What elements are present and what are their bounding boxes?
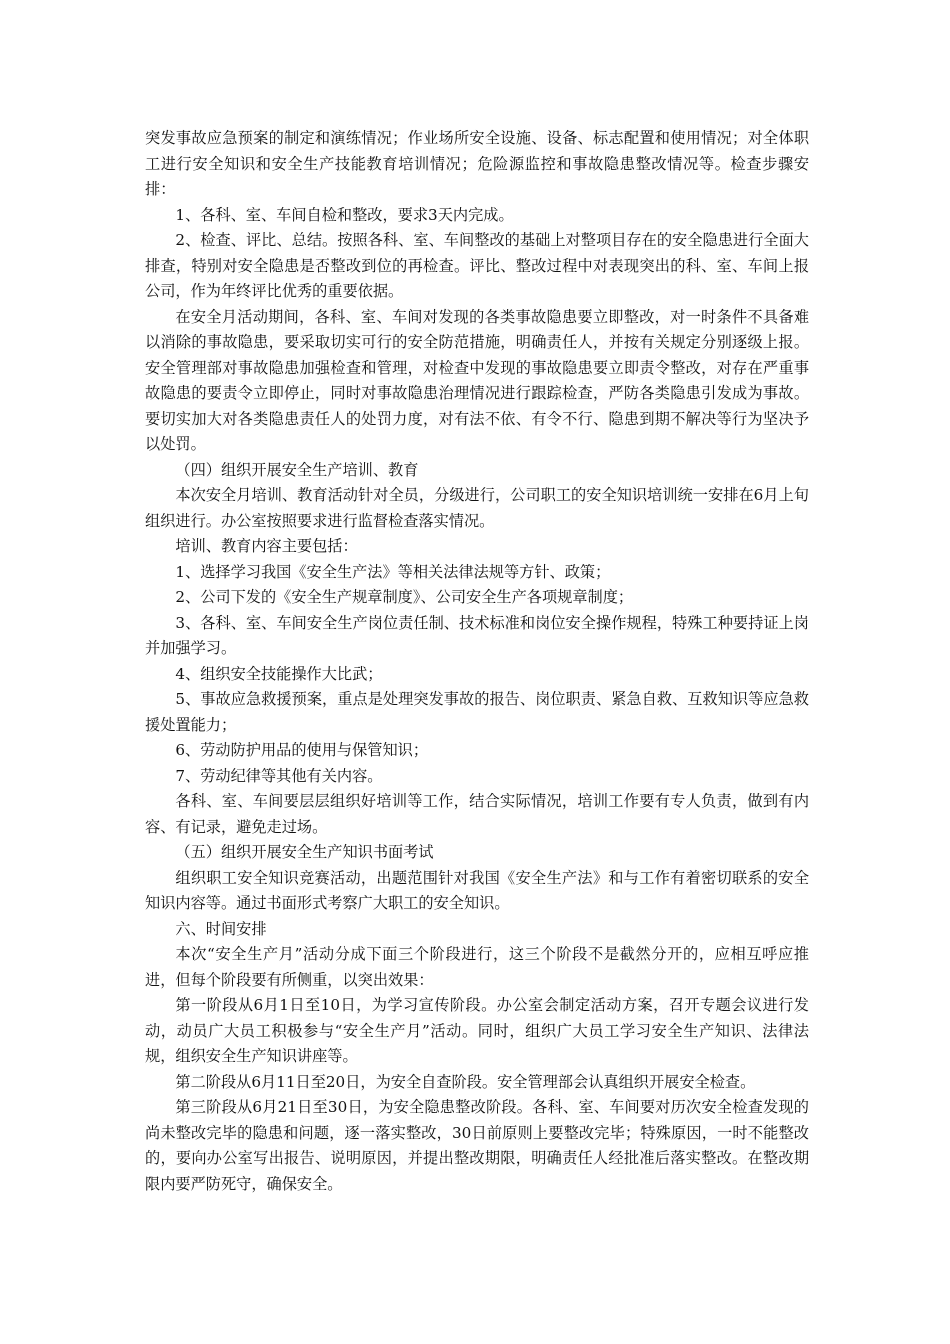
list-item-training-1: 1、选择学习我国《安全生产法》等相关法律法规等方针、政策；	[175, 562, 611, 581]
paragraph-training-arrangement: 本次安全月培训、教育活动针对全员，分级进行，公司职工的安全知识培训统一安排在6月上旬组织进行。办公室按照要求进行监督检查落实情况。	[145, 486, 809, 530]
list-item-training-7: 7、劳动纪律等其他有关内容。	[175, 766, 383, 785]
list-item-training-4: 4、组织安全技能操作大比武；	[175, 664, 383, 683]
heading-section-5: （五）组织开展安全生产知识书面考试	[175, 843, 434, 861]
paragraph-phases-intro: 本次“安全生产月”活动分成下面三个阶段进行，这三个阶段不是截然分开的，应相互呼应推进，但每个阶段要有所侧重，以突出效果：	[145, 945, 809, 989]
paragraph-phase-1: 第一阶段从6月1日至10日，为学习宣传阶段。办公室会制定活动方案，召开专题会议进行发动，动员广大员工积极参与“安全生产月”活动。同时，组织广大员工学习安全生产知识、法律法规，组织安全生产知识讲座等。	[145, 996, 809, 1065]
list-item-training-6: 6、劳动防护用品的使用与保管知识；	[175, 741, 429, 759]
list-item-training-5: 5、事故应急救援预案，重点是处理突发事故的报告、岗位职责、紧急自救、互救知识等应急救援处置能力；	[145, 690, 809, 734]
paragraph-knowledge-exam: 组织职工安全知识竞赛活动，出题范围针对我国《安全生产法》和与工作有着密切联系的安全知识内容等。通过书面形式考察广大职工的安全知识。	[145, 868, 809, 912]
list-item-training-3: 3、各科、室、车间安全生产岗位责任制、技术标准和岗位安全操作规程，特殊工种要持证上岗并加强学习。	[145, 613, 809, 657]
paragraph-rectification: 在安全月活动期间，各科、室、车间对发现的各类事故隐患要立即整改，对一时条件不具备难以消除的事故隐患，要采取切实可行的安全防范措施，明确责任人，并按有关规定分别逐级上报。安全管理部对事故隐患加强检查和管理，对检查中发现的事故隐患要立即责令整改，对存在严重事故隐患的要责令立即停止，同时对事故隐患治理情况进行跟踪检查，严防各类隐患引发成为事故。要切实加大对各类隐患责任人的处罚力度，对有法不依、有令不行、隐患到期不解决等行为坚决予以处罚。	[145, 307, 809, 453]
paragraph-step-1: 1、各科、室、车间自检和整改，要求3天内完成。	[175, 205, 514, 224]
paragraph-phase-3: 第三阶段从6月21日至30日，为安全隐患整改阶段。各科、室、车间要对历次安全检查发现的尚未整改完毕的隐患和问题，逐一落实整改，30日前原则上要整改完毕；特殊原因，一时不能整改的，要向办公室写出报告、说明原因，并提出整改期限，明确责任人经批准后落实整改。在整改期限内要严防死守，确保安全。	[145, 1098, 809, 1193]
paragraph-step-2: 2、检查、评比、总结。按照各科、室、车间整改的基础上对整项目存在的安全隐患进行全面大排查，特别对安全隐患是否整改到位的再检查。评比、整改过程中对表现突出的科、室、车间上报公司，作为年终评比优秀的重要依据。	[145, 231, 809, 300]
paragraph-phase-2: 第二阶段从6月11日至20日，为安全自查阶段。安全管理部会认真组织开展安全检查。	[175, 1072, 756, 1091]
list-item-training-2: 2、公司下发的《安全生产规章制度》、公司安全生产各项规章制度；	[175, 588, 634, 606]
document-body	[145, 126, 809, 1197]
paragraph-training-contents-intro: 培训、教育内容主要包括：	[175, 537, 358, 555]
heading-section-4: （四）组织开展安全生产培训、教育	[175, 460, 419, 479]
paragraph-training-requirements: 各科、室、车间要层层组织好培训等工作，结合实际情况，培训工作要有专人负责，做到有内容、有记录，避免走过场。	[145, 792, 809, 836]
heading-section-6: 六、时间安排	[175, 919, 267, 938]
paragraph-inspection-contents: 突发事故应急预案的制定和演练情况；作业场所安全设施、设备、标志配置和使用情况；对全体职工进行安全知识和安全生产技能教育培训情况；危险源监控和事故隐患整改情况等。检查步骤安排：	[145, 129, 809, 198]
